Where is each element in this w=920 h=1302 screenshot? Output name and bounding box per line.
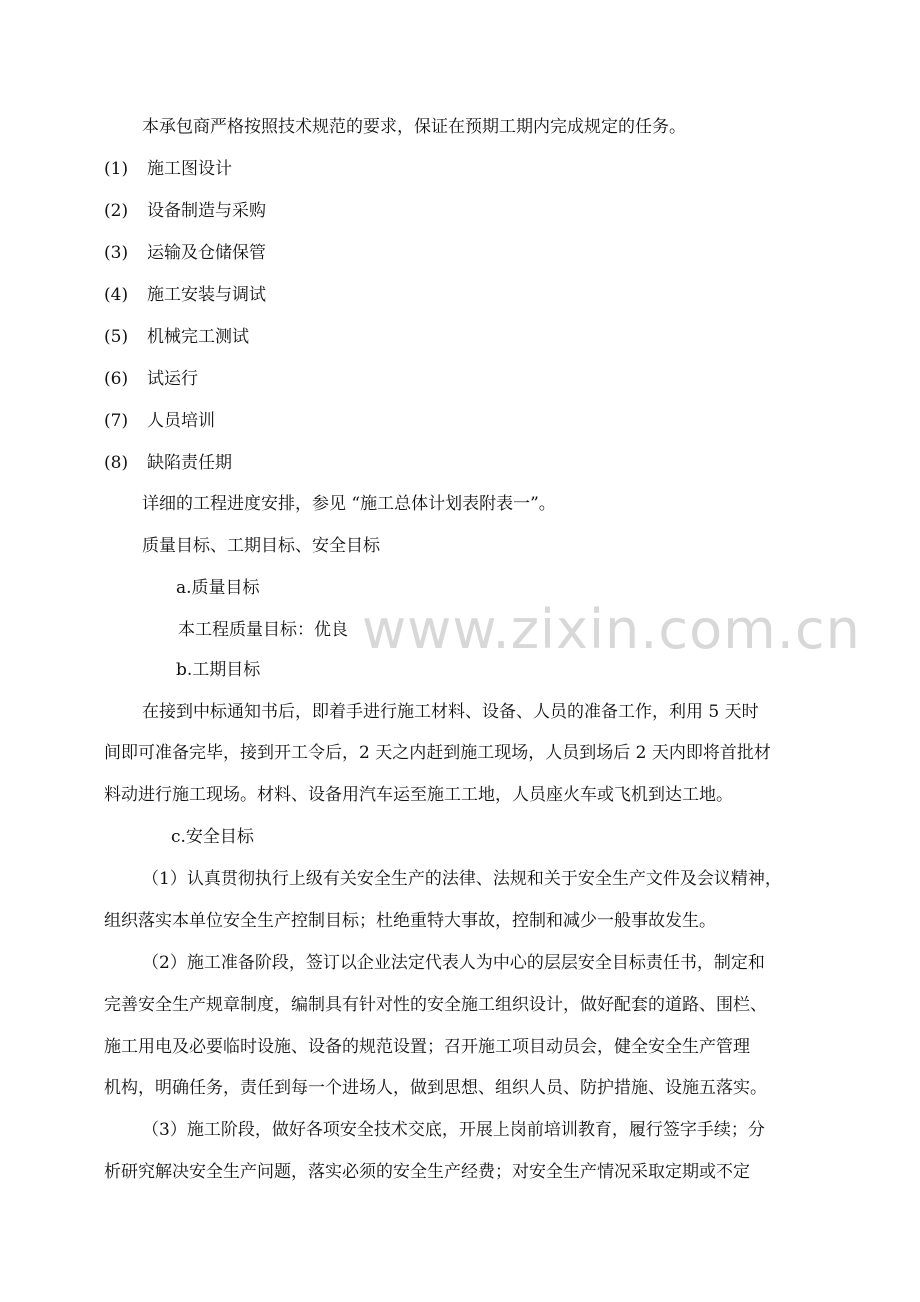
list-item-number: (8) [104,453,129,473]
list-item-text: 设备制造与采购 [147,201,266,221]
list-item-number: (2) [104,201,129,221]
list-item-text: 缺陷责任期 [147,453,232,473]
list-item-text: 施工图设计 [147,159,232,179]
list-item-number: (5) [104,327,129,347]
safety-paragraph-line: 组织落实本单位安全生产控制目标；杜绝重特大事故，控制和减少一般事故发生。 [104,911,716,931]
period-line: 间即可准备完毕，接到开工令后，2 天之内赶到施工现场，人员到场后 2 天内即将首批材 [104,743,771,763]
safety-paragraph-line: 机构，明确任务，责任到每一个进场人，做到思想、组织人员、防护措施、设施五落实。 [104,1078,767,1098]
list-item-number: (6) [104,369,129,389]
list-item-number: (1) [104,159,129,179]
period-line: 料动进行施工现场。材料、设备用汽车运至施工工地，人员座火车或飞机到达工地。 [104,785,733,805]
list-item-number: (7) [104,411,129,431]
targets-heading: 质量目标、工期目标、安全目标 [142,536,380,556]
period-heading: b.工期目标 [176,660,261,680]
list-item-text: 机械完工测试 [147,327,249,347]
list-item-number: (4) [104,285,129,305]
list-item-number: (3) [104,243,129,263]
schedule-reference: 详细的工程进度安排，参见 “施工总体计划表附表一”。 [142,494,556,514]
quality-heading: a.质量目标 [176,578,260,598]
safety-paragraph-line: 施工用电及必要临时设施、设备的规范设置；召开施工项目动员会，健全安全生产管理 [104,1037,750,1057]
safety-paragraph-line: （3）施工阶段，做好各项安全技术交底，开展上岗前培训教育，履行签字手续；分 [142,1120,765,1140]
list-item-text: 施工安装与调试 [147,285,266,305]
safety-paragraph-line: （1）认真贯彻执行上级有关安全生产的法律、法规和关于安全生产文件及会议精神， [142,869,782,889]
list-item-text: 人员培训 [147,411,215,431]
intro-paragraph: 本承包商严格按照技术规范的要求，保证在预期工期内完成规定的任务。 [142,117,686,137]
safety-paragraph-line: 析研究解决安全生产问题，落实必须的安全生产经费；对安全生产情况采取定期或不定 [104,1162,750,1182]
safety-paragraph-line: 完善安全生产规章制度，编制具有针对性的安全施工组织设计，做好配套的道路、围栏、 [104,995,767,1015]
watermark: www.zixin.com.cn [362,598,861,661]
list-item-text: 运输及仓储保管 [147,243,266,263]
list-item-text: 试运行 [147,369,198,389]
safety-paragraph-line: （2）施工准备阶段，签订以企业法定代表人为中心的层层安全目标责任书，制定和 [142,953,765,973]
quality-text: 本工程质量目标：优良 [178,620,348,640]
period-line: 在接到中标通知书后，即着手进行施工材料、设备、人员的准备工作，利用 5 天时 [142,702,759,722]
safety-heading: c.安全目标 [171,827,254,847]
